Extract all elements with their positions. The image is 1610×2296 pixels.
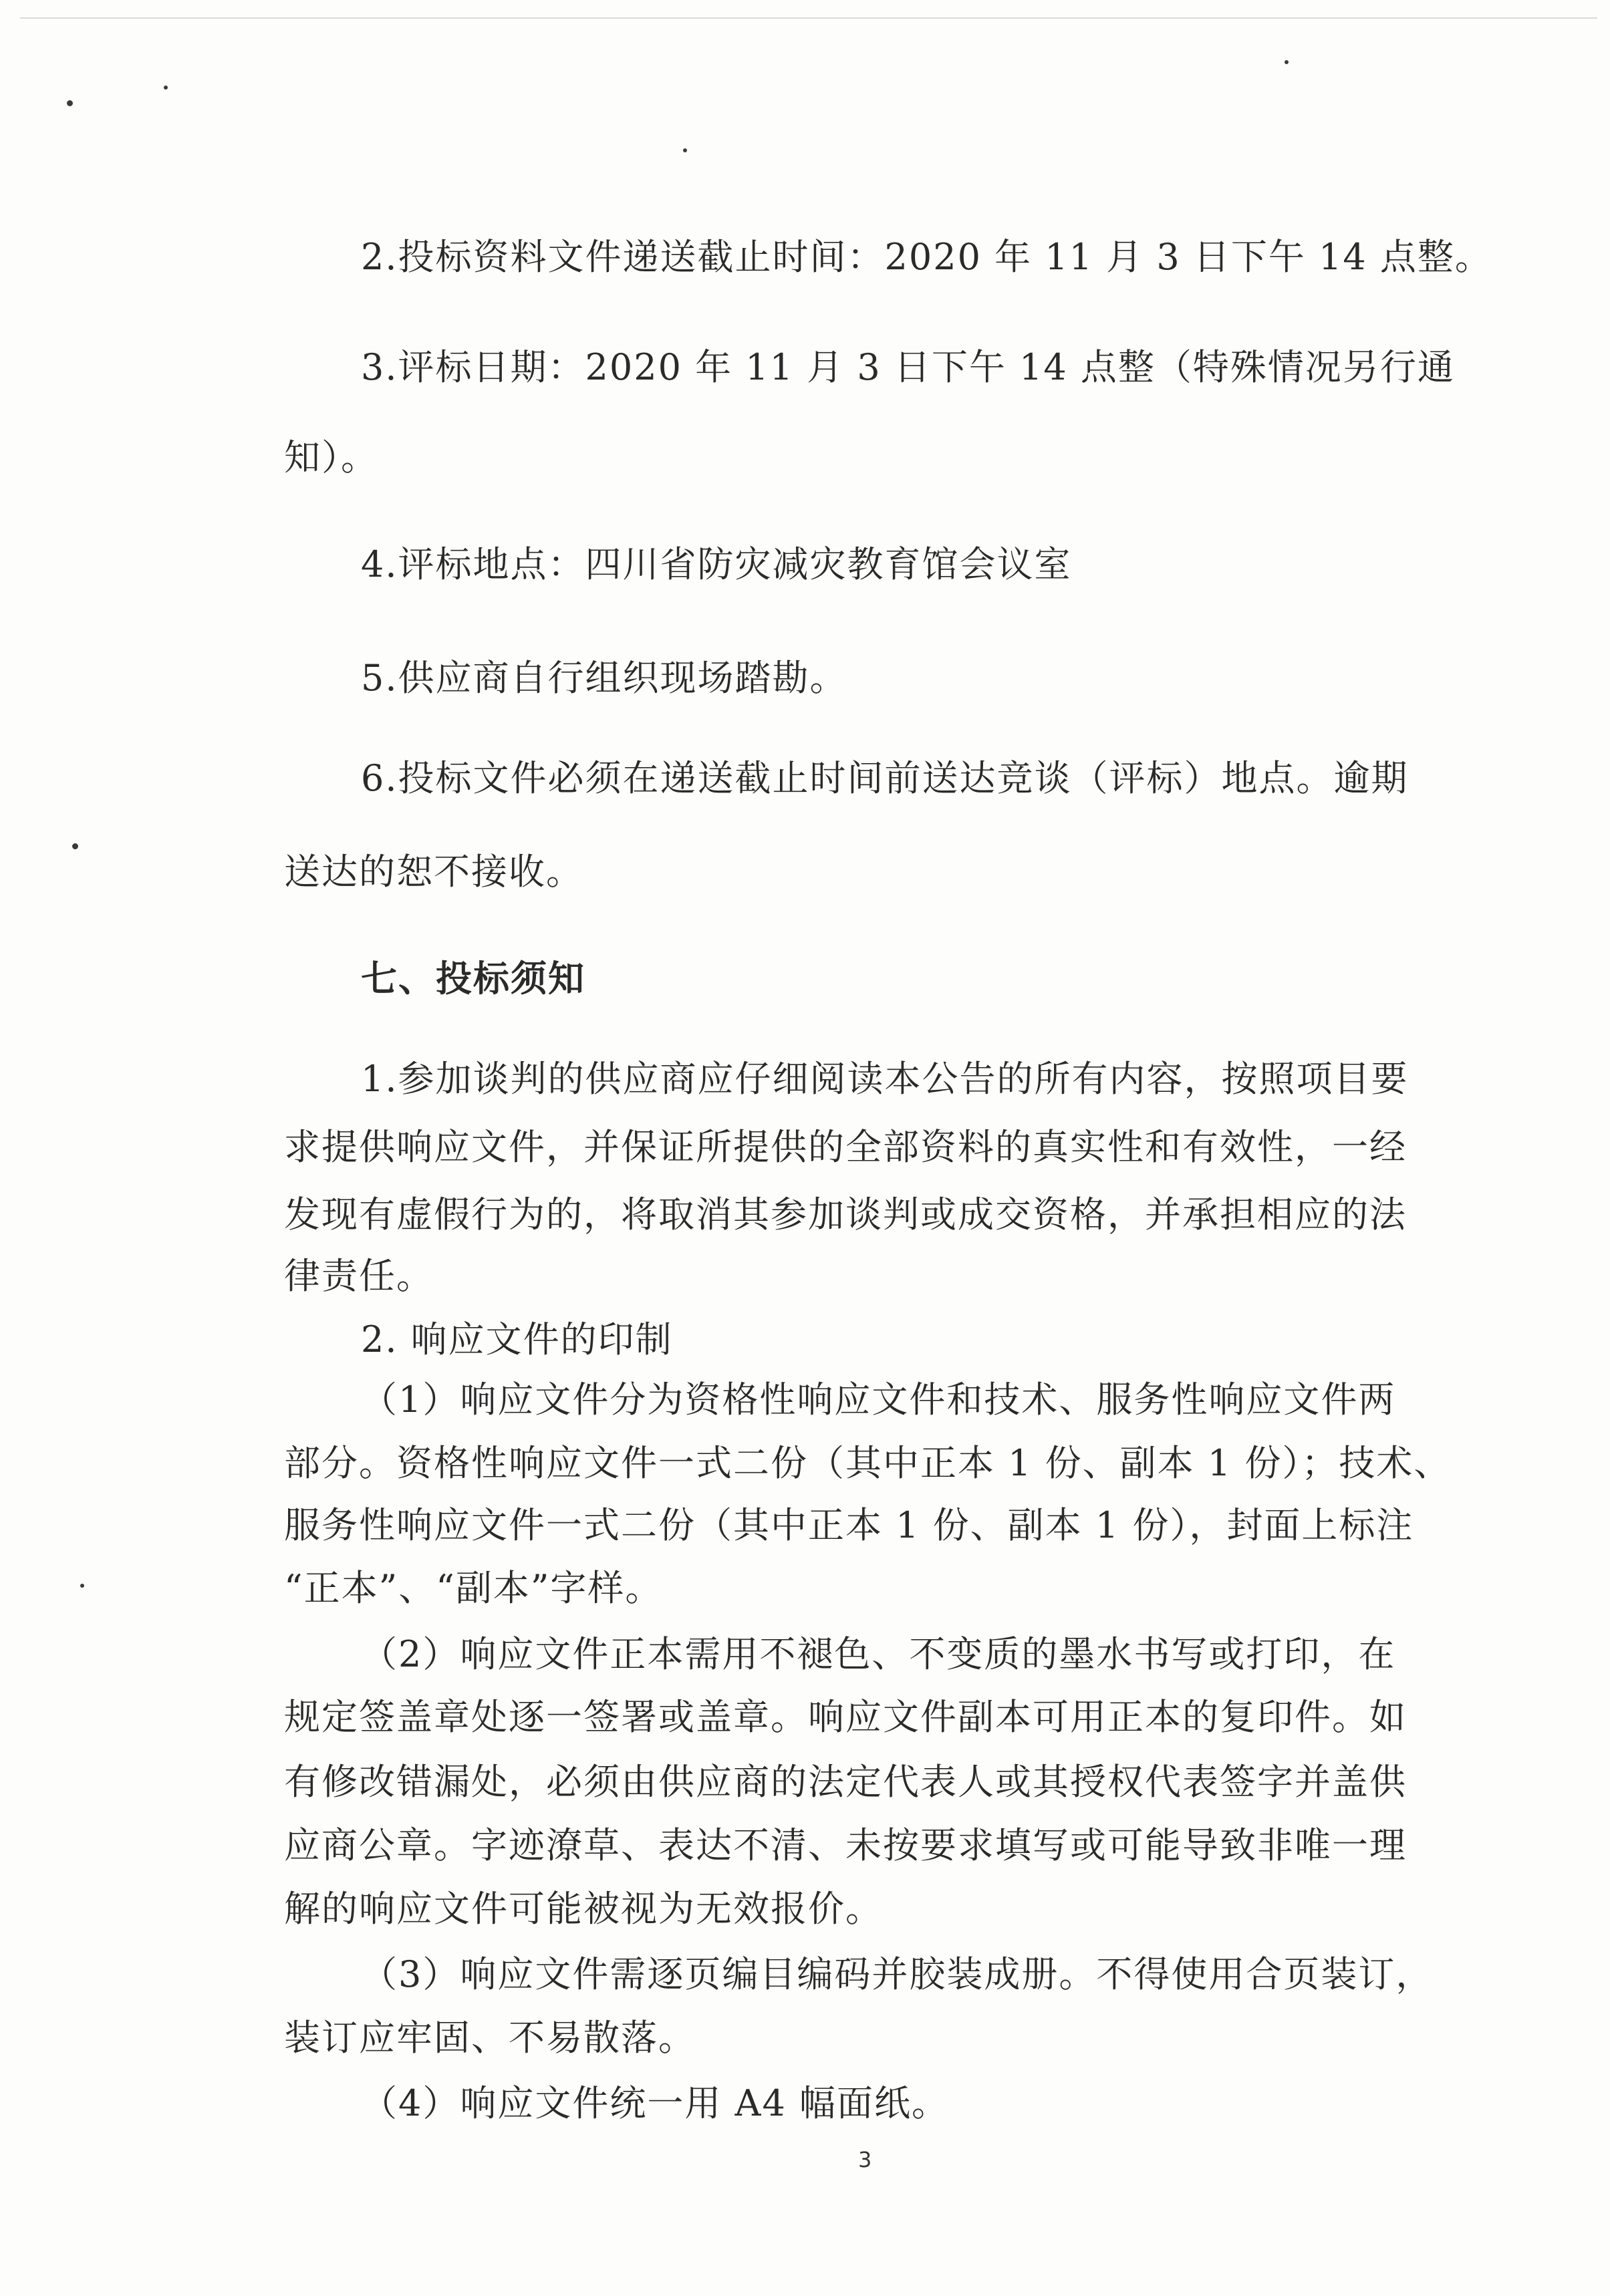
notice-item-2-sub-3: （3）响应文件需逐页编目编码并胶装成册。不得使用合页装订， bbox=[361, 1953, 1434, 1995]
scan-speck bbox=[683, 148, 687, 152]
evaluation-date-paragraph-cont: 知）。 bbox=[284, 436, 378, 478]
section-heading: 七、投标须知 bbox=[361, 958, 585, 1000]
scan-speck bbox=[67, 100, 73, 106]
scan-top-edge bbox=[20, 17, 1597, 19]
page-number: 3 bbox=[858, 2147, 872, 2172]
notice-item-2-sub-1-cont: 服务性响应文件一式二份（其中正本 1 份、副本 1 份），封面上标注 bbox=[284, 1504, 1414, 1546]
notice-item-1-cont: 发现有虚假行为的，将取消其参加谈判或成交资格，并承担相应的法 bbox=[284, 1193, 1407, 1236]
notice-item-2-sub-1-cont: “正本”、“副本”字样。 bbox=[284, 1567, 663, 1609]
notice-item-2-sub-2-cont: 解的响应文件可能被视为无效报价。 bbox=[284, 1888, 883, 1930]
scan-speck bbox=[72, 843, 78, 849]
notice-item-2-sub-1: （1）响应文件分为资格性响应文件和技术、服务性响应文件两 bbox=[361, 1379, 1396, 1421]
scan-speck bbox=[1285, 60, 1289, 64]
scan-speck bbox=[164, 86, 168, 90]
notice-item-2-title: 2. 响应文件的印制 bbox=[361, 1318, 673, 1360]
notice-item-1-cont: 求提供响应文件，并保证所提供的全部资料的真实性和有效性，一经 bbox=[284, 1126, 1407, 1168]
notice-item-2-sub-1-cont: 部分。资格性响应文件一式二份（其中正本 1 份、副本 1 份）；技术、 bbox=[284, 1442, 1452, 1484]
notice-item-2-sub-2-cont: 应商公章。字迹潦草、表达不清、未按要求填写或可能导致非唯一理 bbox=[284, 1824, 1407, 1866]
notice-item-2-sub-3-cont: 装订应牢固、不易散落。 bbox=[284, 2017, 696, 2059]
site-survey-paragraph: 5.供应商自行组织现场踏勘。 bbox=[361, 657, 847, 699]
notice-item-2-sub-2: （2）响应文件正本需用不褪色、不变质的墨水书写或打印，在 bbox=[361, 1633, 1396, 1675]
evaluation-date-paragraph: 3.评标日期：2020 年 11 月 3 日下午 14 点整（特殊情况另行通 bbox=[361, 346, 1455, 388]
delivery-paragraph-cont: 送达的恕不接收。 bbox=[284, 851, 583, 893]
notice-item-2-sub-2-cont: 规定签盖章处逐一签署或盖章。响应文件副本可用正本的复印件。如 bbox=[284, 1696, 1407, 1738]
notice-item-1-cont: 律责任。 bbox=[284, 1255, 434, 1297]
scan-speck bbox=[80, 1584, 84, 1588]
notice-item-2-sub-2-cont: 有修改错漏处，必须由供应商的法定代表人或其授权代表签字并盖供 bbox=[284, 1761, 1407, 1803]
deadline-paragraph: 2.投标资料文件递送截止时间：2020 年 11 月 3 日下午 14 点整。 bbox=[361, 236, 1492, 278]
notice-item-1: 1.参加谈判的供应商应仔细阅读本公告的所有内容，按照项目要 bbox=[361, 1058, 1409, 1100]
evaluation-location-paragraph: 4.评标地点：四川省防灾减灾教育馆会议室 bbox=[361, 543, 1072, 585]
delivery-paragraph: 6.投标文件必须在递送截止时间前送达竞谈（评标）地点。逾期 bbox=[361, 757, 1409, 799]
notice-item-2-sub-4: （4）响应文件统一用 A4 幅面纸。 bbox=[361, 2082, 950, 2124]
